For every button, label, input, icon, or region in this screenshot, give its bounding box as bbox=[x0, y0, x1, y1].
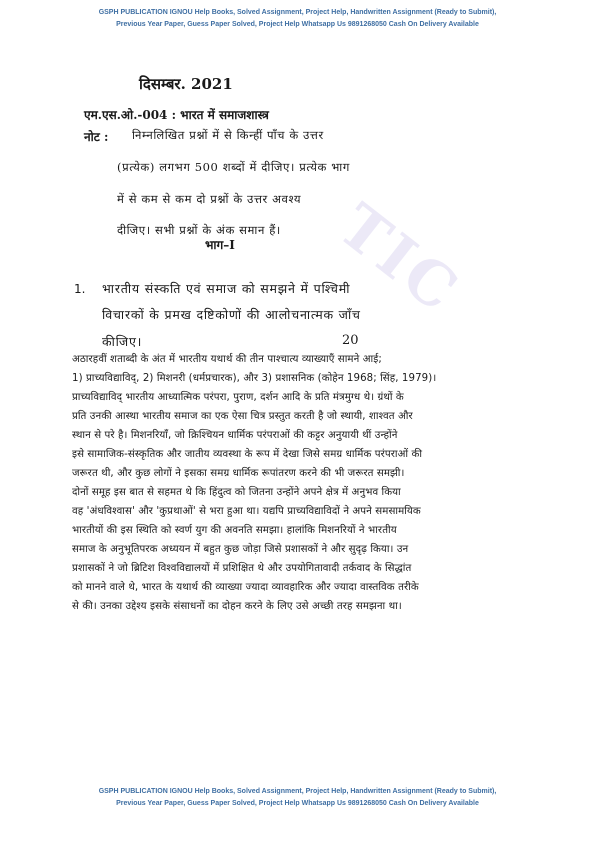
footer-banner-line-1: GSPH PUBLICATION IGNOU Help Books, Solved Assignment, Project Help, Handwritten Assignment (Ready to Submit), bbox=[98, 788, 497, 795]
course-title: एम.एस.ओ.-004 : भारत में समाजशास्त्र bbox=[84, 108, 269, 122]
answer-line: वह 'अंधविश्वास' और 'कुप्रथाओं' से भरा हुआ था। यद्यपि प्राच्यविद्याविदों ने अपने समसामयिक bbox=[72, 506, 421, 517]
header-banner-line-2: Previous Year Paper, Guess Paper Solved, Project Help Whatsapp Us 9891268050 Cash On Delivery Available bbox=[116, 21, 479, 28]
answer-line: 1) प्राच्यविद्याविद्, 2) मिशनरी (धर्मप्रचारक), और 3) प्रशासनिक (कोहेन 1968; सिंह, 1979)। bbox=[72, 373, 437, 384]
answer-line: भारतीयों की इस स्थिति को स्वर्ण युग की अवनति समझा। हालांकि मिशनरियों ने भारतीय bbox=[72, 525, 397, 536]
question-number: 1. bbox=[74, 282, 86, 296]
answer-line: से की। उनका उद्देश्य इसके संसाधनों का दोहन करने के लिए उसे अच्छी तरह समझना था। bbox=[72, 601, 402, 612]
answer-line: समाज के अनुभूतिपरक अध्ययन में बहुत कुछ जोड़ा जिसे प्रशासकों ने और सुदृढ़ किया। उन bbox=[72, 544, 409, 555]
question-line: कीजिए। bbox=[102, 334, 143, 349]
question-line: भारतीय संस्कति एवं समाज को समझने में पश्चिमी bbox=[102, 281, 351, 296]
header-banner bbox=[40, 7, 555, 31]
question-marks: 20 bbox=[342, 333, 359, 348]
answer-line: प्राच्यविद्याविद् भारतीय आध्यात्मिक परंपरा, पुराण, दर्शन आदि के प्रति मंत्रमुग्ध थे। ग्रंथों के bbox=[72, 392, 404, 403]
section-heading: भाग–I bbox=[205, 238, 235, 252]
note-line: निम्नलिखित प्रश्नों में से किन्हीं पाँच के उत्तर bbox=[132, 128, 324, 142]
answer-line: को मानने वाले थे, भारत के यथार्थ की व्याख्या ज्यादा व्यावहारिक और ज्यादा वास्तविक तरीके bbox=[72, 582, 419, 593]
note-line: दीजिए। सभी प्रश्नों के अंक समान हैं। bbox=[117, 223, 281, 237]
note-line: में से कम से कम दो प्रश्नों के उत्तर अवश्य bbox=[117, 192, 302, 206]
answer-line: प्रति उनकी आस्था भारतीय समाज का एक ऐसा चित्र प्रस्तुत करती है जो स्थायी, शाश्वत और bbox=[72, 411, 413, 422]
note-label: नोट : bbox=[84, 130, 109, 144]
answer-line: जरूरत थी, और कुछ लोगों ने इसका समग्र धार्मिक रूपांतरण करने की भी जरूरत समझी। bbox=[72, 468, 405, 479]
exam-date: दिसम्बर. 2021 bbox=[139, 75, 233, 93]
watermark: TIC bbox=[325, 190, 473, 328]
answer-line: प्रशासकों ने जो ब्रिटिश विश्वविद्यालयों में प्रशिक्षित थे और उपयोगितावादी तर्कवाद के सिद्धांत bbox=[72, 563, 412, 574]
answer-line: इसे सामाजिक-संस्कृतिक और जातीय व्यवस्था के रूप में देखा जिसे समग्र धार्मिक परंपराओं की bbox=[72, 449, 423, 460]
footer-banner-line-2: Previous Year Paper, Guess Paper Solved, Project Help Whatsapp Us 9891268050 Cash On Delivery Available bbox=[116, 800, 479, 807]
answer-line: स्थान से परे है। मिशनरियाँ, जो क्रिश्चियन धार्मिक परंपराओं की कट्टर अनुयायी थीं उन्होंने bbox=[72, 430, 398, 441]
answer-line: अठारहवीं शताब्दी के अंत में भारतीय यथार्थ की तीन पाश्चात्य व्याख्याएँ सामने आई; bbox=[72, 354, 382, 365]
header-banner-line-1: GSPH PUBLICATION IGNOU Help Books, Solved Assignment, Project Help, Handwritten Assignment (Ready to Submit), bbox=[98, 9, 497, 16]
question-line: विचारकों के प्रमख दष्टिकोणों की आलोचनात्मक जाँच bbox=[102, 307, 361, 322]
note-line: (प्रत्येक) लगभग 500 शब्दों में दीजिए। प्रत्येक भाग bbox=[117, 160, 350, 174]
answer-line: दोनों समूह इस बात से सहमत थे कि हिंदुत्व को जितना उन्होंने अपने क्षेत्र में अनुभव किया bbox=[72, 487, 401, 498]
footer-banner bbox=[40, 786, 555, 810]
